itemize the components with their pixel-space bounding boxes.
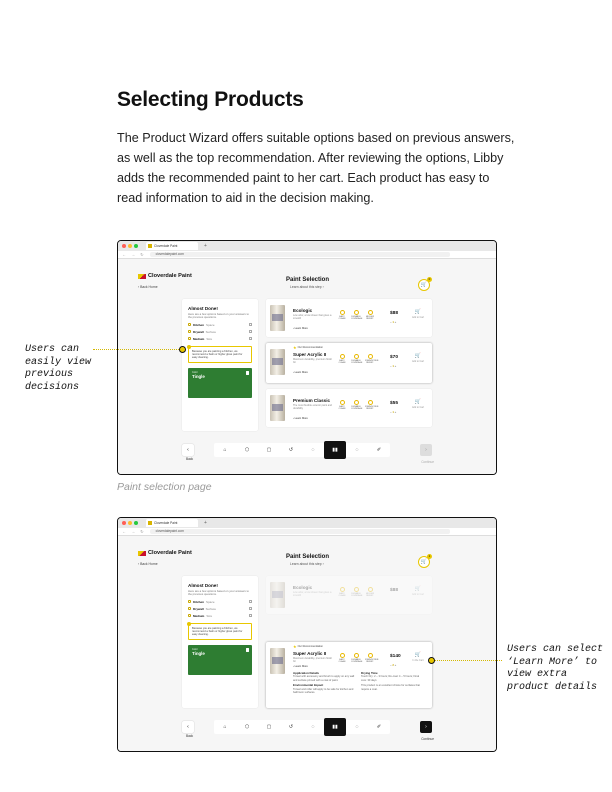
color-swatch[interactable]: Color Tingle [188,645,252,675]
minimize-window-icon[interactable] [128,521,132,525]
summary-subtitle: Here are a few options based on your answers to the previous questions. [188,312,249,320]
product-price: $88 [390,311,399,316]
step-size-icon[interactable]: ▢ [266,724,272,730]
check-icon [188,600,191,603]
step-condition-icon[interactable]: ↺ [288,447,294,453]
product-price: $140 [390,654,401,659]
details-right-column: Drying Time Touch Dry: 2 – 3 hours; Re-coat: 4 – 5 hours; Final cure: 30 days This product is an excellent choice for surfaces that require a coat. [361,672,425,691]
screenshot-paint-selection [117,240,497,475]
wizard-nav-bar [182,441,434,464]
brand-mark-icon [138,551,146,556]
recommendation-badge: ★ Our Recommendation [293,345,323,350]
cart-icon: 🛒 [414,586,422,592]
back-button[interactable]: ‹ [182,721,194,733]
check-icon [188,607,191,610]
edit-icon[interactable] [249,607,252,610]
quantity-stepper[interactable]: – 2 + [390,663,397,667]
step-tools-icon[interactable]: ✐ [376,447,382,453]
learn-more-link[interactable]: › Learn More [293,417,308,420]
check-icon [188,614,191,617]
step-tools-icon[interactable]: ✐ [376,724,382,730]
step-condition-icon[interactable]: ↺ [288,724,294,730]
product-description: Maximum durability, premium finish for [293,657,332,663]
check-icon [246,371,250,375]
continue-button[interactable]: › [420,721,432,733]
summary-title: Almost Done! [188,306,218,311]
feature-icon [340,400,345,405]
browser-address-bar [118,528,496,536]
cart-icon: 🛒 [414,652,422,658]
recommendation-note: Because you are painting a Kitchen, we recommend a Satin or higher gloss paint for easy cleaning. [188,623,252,641]
add-to-cart-button[interactable]: 🛒 Add to Cart [409,399,427,409]
summary-row: Medium Size [188,614,252,618]
wizard-nav-bar [182,718,434,741]
page-title: Selecting Products [117,88,304,111]
feature-icon [368,653,373,658]
feature-item: STAIN/SCRUB RESIST. [365,400,375,410]
step-color-icon[interactable]: ◌ [311,724,315,730]
paint-can-image [270,582,285,608]
edit-icon[interactable] [249,614,252,617]
annotation-learn-more: Users can select ‘Learn More’ to view extra product details [507,644,604,693]
summary-panel [182,576,258,708]
back-label: Back [186,734,194,738]
star-icon: ★ [293,345,297,350]
add-to-cart-button[interactable]: 🛒 Add to Cart [409,586,427,596]
annotation-leader-line [432,660,502,661]
summary-title: Almost Done! [188,583,218,588]
intro-paragraph: The Product Wizard offers suitable options based on previous answers, as well as the top recommendation. After reviewing the options, Libby adds the recommended paint to her cart. Each product has easy to read information to aid in the decision making. [117,131,515,205]
learn-more-link[interactable]: › Learn More [293,327,308,330]
feature-list [337,587,375,597]
learn-more-link[interactable]: › Learn More [293,371,308,374]
minimize-window-icon[interactable] [128,244,132,248]
selection-title: Paint Selection [286,277,330,283]
color-swatch[interactable]: Color Tingle [188,368,252,398]
feature-icon [354,587,359,592]
brand-logo[interactable]: Cloverdale Paint [138,550,192,556]
recommendation-note: Because you are painting a Kitchen, we recommend a Satin or higher gloss paint for easy cleaning. [188,346,252,364]
quantity-stepper[interactable]: – 1 + [390,364,397,368]
step-primer-icon[interactable]: ◌ [355,724,359,730]
browser-tab-bar [118,518,496,528]
product-card[interactable] [266,389,432,427]
app-viewport [118,536,496,751]
back-button[interactable]: ‹ [182,444,194,456]
annotation-previous-decisions: Users can easily view previous decisions [25,344,92,393]
back-home-link[interactable]: ‹ Back Home [138,562,158,566]
edit-icon[interactable] [249,600,252,603]
feature-icon [354,310,359,315]
feature-item: DURABLE COVERAGE [351,310,361,320]
brand-mark-icon [138,274,146,279]
new-tab-icon[interactable]: + [204,520,207,526]
feature-list [337,400,379,410]
paint-can-image [270,305,285,331]
product-name: Super Acrylic II [293,352,327,357]
feature-item: EASY CLEAN [337,354,347,364]
product-description: Low odor, a low sheen that gives a smooth [293,314,332,320]
summary-row: Drywall Surface [188,607,252,611]
step-surface-icon[interactable]: ⬡ [244,447,250,453]
step-color-icon[interactable]: ◌ [311,447,315,453]
cart-icon: 🛒 [420,559,428,565]
feature-item: EASY CLEAN [337,653,347,663]
wizard-steps [214,720,390,734]
application-title: Application Details [293,671,320,675]
feature-item: EASY CLEAN [337,587,347,597]
feature-icon [354,653,359,658]
product-card-recommended[interactable] [266,343,432,383]
recommendation-badge: ★ Our Recommendation [293,644,323,649]
feature-item: STAIN/SCRUB RESIST. [365,354,375,364]
product-card[interactable] [266,576,432,614]
maximize-window-icon[interactable] [134,244,138,248]
cart-icon: 🛒 [414,399,422,405]
maximize-window-icon[interactable] [134,521,138,525]
brand-logo[interactable]: Cloverdale Paint [138,273,192,279]
feature-list [337,653,379,663]
step-surface-icon[interactable]: ⬡ [244,724,250,730]
environment-title: Environmental Impact [293,683,324,688]
product-details-card[interactable] [266,642,432,708]
feature-icon [368,354,373,359]
feature-item: MILDEW RESIST. [365,587,375,597]
check-icon [188,323,191,326]
screenshot-learn-more [117,517,497,752]
product-description: Maximum durability, premium finish for [293,358,332,364]
summary-row: Drywall Surface [188,330,252,334]
product-price: $88 [390,588,399,593]
summary-row: Kitchen Space [188,323,252,327]
browser-nav-icons[interactable]: ← → ↻ [122,252,146,257]
check-icon [188,337,191,340]
feature-icon [340,653,345,658]
summary-subtitle: Here are a few options based on your answers to the previous questions. [188,589,249,597]
edit-icon[interactable] [249,337,252,340]
in-cart-button[interactable]: 🛒 In the Cart [409,652,427,662]
feature-icon [354,400,359,405]
step-home-icon[interactable]: ⌂ [223,447,227,453]
learn-step-link[interactable]: Learn about this step › [290,285,324,289]
feature-item: MILDEW RESIST. [365,310,375,320]
step-size-icon[interactable]: ▢ [266,447,272,453]
feature-icon [368,310,373,315]
summary-panel [182,299,258,431]
learn-more-link[interactable]: › Learn More [293,665,308,668]
step-paint-icon[interactable]: ▮▮ [324,441,346,459]
add-to-cart-button[interactable]: 🛒 Add to Cart [409,353,427,363]
feature-item: DURABLE COVERAGE [351,587,361,597]
product-name: Ecologic [293,585,313,590]
feature-item: EASY CLEAN [337,400,347,410]
back-label: Back [186,457,194,461]
drying-time-title: Drying Time [361,671,378,675]
feature-item: DURABLE COVERAGE [351,653,361,663]
figure-caption: Paint selection page [117,481,212,493]
edit-icon[interactable] [249,330,252,333]
feature-icon [340,587,345,592]
feature-list [337,354,379,364]
product-card[interactable] [266,299,432,337]
product-description: The most flexible exterior paint and durability [293,404,332,410]
feature-item: DURABLE COVERAGE [351,354,361,364]
cart-icon: 🛒 [414,309,422,315]
quantity-stepper[interactable]: – 1 + [390,410,397,414]
product-name: Ecologic [293,308,313,313]
browser-tab-bar [118,241,496,251]
annotation-leader-line [93,349,181,350]
feature-item: EASY CLEAN [337,310,347,320]
back-home-link[interactable]: ‹ Back Home [138,285,158,289]
selection-title: Paint Selection [286,554,330,560]
cart-count-badge: 1 [428,554,431,558]
feature-icon [368,400,373,405]
summary-row: Medium Size [188,337,252,341]
color-name: Tingle [192,374,205,380]
learn-step-link[interactable]: Learn about this step › [290,562,324,566]
close-window-icon[interactable] [122,244,126,248]
product-description: Low odor, a low sheen that gives a smooth [293,591,332,597]
feature-icon [354,354,359,359]
new-tab-icon[interactable]: + [204,243,207,249]
step-paint-icon[interactable]: ▮▮ [324,718,346,736]
cart-button[interactable] [418,556,430,568]
cart-icon: 🛒 [420,282,428,288]
color-name: Tingle [192,651,205,657]
cart-count-badge: 0 [428,277,431,281]
feature-item: DURABLE COVERAGE [351,400,361,410]
url-field[interactable]: cloverdalepaint.com [150,252,450,257]
edit-icon[interactable] [249,323,252,326]
cart-icon: 🛒 [414,353,422,359]
browser-tab[interactable]: Cloverdale Paint [146,242,198,250]
check-icon [188,330,191,333]
star-icon: ★ [293,644,297,649]
cart-button[interactable] [418,279,430,291]
feature-icon [340,354,345,359]
step-primer-icon[interactable]: ◌ [355,447,359,453]
browser-address-bar [118,251,496,259]
feature-list [337,310,375,320]
product-list [266,576,432,620]
browser-nav-icons[interactable]: ← → ↻ [122,529,146,534]
product-name: Premium Classic [293,398,331,403]
summary-row: Kitchen Space [188,600,252,604]
feature-icon [368,587,373,592]
app-viewport [118,259,496,474]
product-name: Super Acrylic II [293,651,327,656]
feature-icon [340,310,345,315]
paint-can-image [270,349,285,375]
product-card-expanded [266,642,432,708]
close-window-icon[interactable] [122,521,126,525]
paint-can-image [270,648,285,674]
check-icon [246,648,250,652]
annotation-marker [428,657,435,664]
annotation-marker [179,346,186,353]
product-list [266,299,432,433]
url-field[interactable]: cloverdalepaint.com [150,529,450,534]
details-left-column: Application Details Trowel with accessory and brush to apply on any wall and surface primed with a coat of paint. Environmental Impact Trowel and roller will apply to be safe for kitchen and bathroom surfaces. [293,672,357,694]
paint-can-image [270,395,285,421]
step-home-icon[interactable]: ⌂ [223,724,227,730]
continue-label: Continue [421,460,434,464]
wizard-steps [214,443,390,457]
feature-item: STAIN/SCRUB RESIST. [365,653,375,663]
browser-tab[interactable]: Cloverdale Paint [146,519,198,527]
continue-label: Continue [421,737,434,741]
product-price: $70 [390,355,399,360]
product-price: $55 [390,401,399,406]
continue-button[interactable]: › [420,444,432,456]
add-to-cart-button[interactable]: 🛒 Add to Cart [409,309,427,319]
quantity-stepper[interactable]: – 1 + [390,320,397,324]
